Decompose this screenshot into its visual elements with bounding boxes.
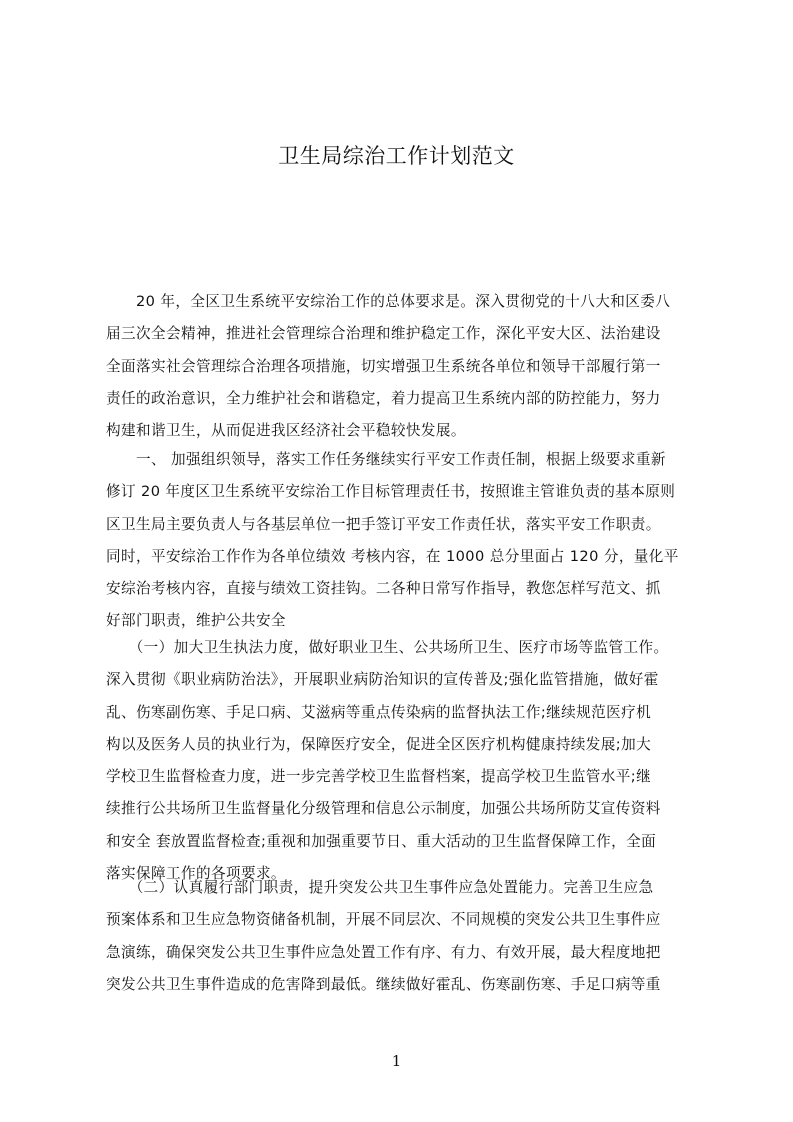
paragraph-line: 好部门职责，维护公共安全	[106, 612, 286, 630]
paragraph-line: （一）加大卫生执法力度，做好职业卫生、公共场所卫生、医疗市场等监管工作。	[106, 639, 669, 656]
paragraph-line: 突发公共卫生事件造成的危害降到最低。继续做好霍乱、伤寒副伤寒、手足口病等重	[106, 975, 661, 993]
paragraph-line: 全面落实社会管理综合治理各项措施，切实增强卫生系统各单位和领导干部履行第一	[106, 357, 661, 375]
paragraph-line: 学校卫生监督检查力度，进一步完善学校卫生监督档案，提高学校卫生监管水平;继	[106, 768, 652, 786]
paragraph-line: 一、 加强组织领导，落实工作任务继续实行平安工作责任制，根据上级要求重新	[106, 451, 666, 468]
paragraph-line: 急演练，确保突发公共卫生事件应急处置工作有序、有力、有效开展，最大程度地把	[106, 943, 661, 961]
paragraph-section-one	[106, 444, 698, 638]
paragraph-subsection-one	[106, 632, 698, 890]
paragraph-line: 安综治考核内容，直接与绩效工资挂钩。二各种日常写作指导，教您怎样写范文、抓	[106, 580, 661, 598]
paragraph-overall-requirements	[106, 286, 698, 447]
paragraph-subsection-two	[106, 872, 698, 1001]
paragraph-line: 乱、伤寒副伤寒、手足口病、艾滋病等重点传染病的监督执法工作;继续规范医疗机	[106, 703, 652, 721]
paragraph-line: 构建和谐卫生，从而促进我区经济社会平稳较快发展。	[106, 422, 466, 440]
paragraph-line: 同时，平安综治工作作为各单位绩效 考核内容，在 1000 总分里面占 120 分，量化平	[106, 547, 679, 565]
document-title: 卫生局综治工作计划范文	[278, 144, 515, 168]
page-number: 1	[391, 1052, 402, 1070]
paragraph-line: 深入贯彻《职业病防治法》，开展职业病防治知识的宣传普及;强化监管措施，做好霍	[106, 671, 659, 689]
paragraph-line: 20 年，全区卫生系统平安综治工作的总体要求是。深入贯彻党的十八大和区委八	[106, 293, 671, 310]
paragraph-line: 修订 20 年度区卫生系统平安综治工作目标管理责任书，按照谁主管谁负责的基本原则	[106, 483, 676, 501]
paragraph-line: 预案体系和卫生应急物资储备机制，开展不同层次、不同规模的突发公共卫生事件应	[106, 911, 661, 929]
paragraph-line: 落实保障工作的各项要求。	[106, 865, 286, 883]
paragraph-line: 区卫生局主要负责人与各基层单位一把手签订平安工作责任状，落实平安工作职责。	[106, 515, 661, 533]
paragraph-line: 届三次全会精神，推进社会管理综合治理和维护稳定工作，深化平安大区、法治建设	[106, 325, 661, 343]
paragraph-line: 责任的政治意识，全力维护社会和谐稳定，着力提高卫生系统内部的防控能力，努力	[106, 389, 661, 407]
paragraph-line: 续推行公共场所卫生监督量化分级管理和信息公示制度，加强公共场所防艾宣传资料	[106, 800, 661, 818]
paragraph-line: 和安全 套放置监督检查;重视和加强重要节日、重大活动的卫生监督保障工作，全面	[106, 832, 657, 850]
paragraph-line: 构以及医务人员的执业行为，保障医疗安全，促进全区医疗机构健康持续发展;加大	[106, 735, 652, 753]
paragraph-line: （二）认真履行部门职责，提升突发公共卫生事件应急处置能力。完善卫生应急	[106, 879, 654, 896]
